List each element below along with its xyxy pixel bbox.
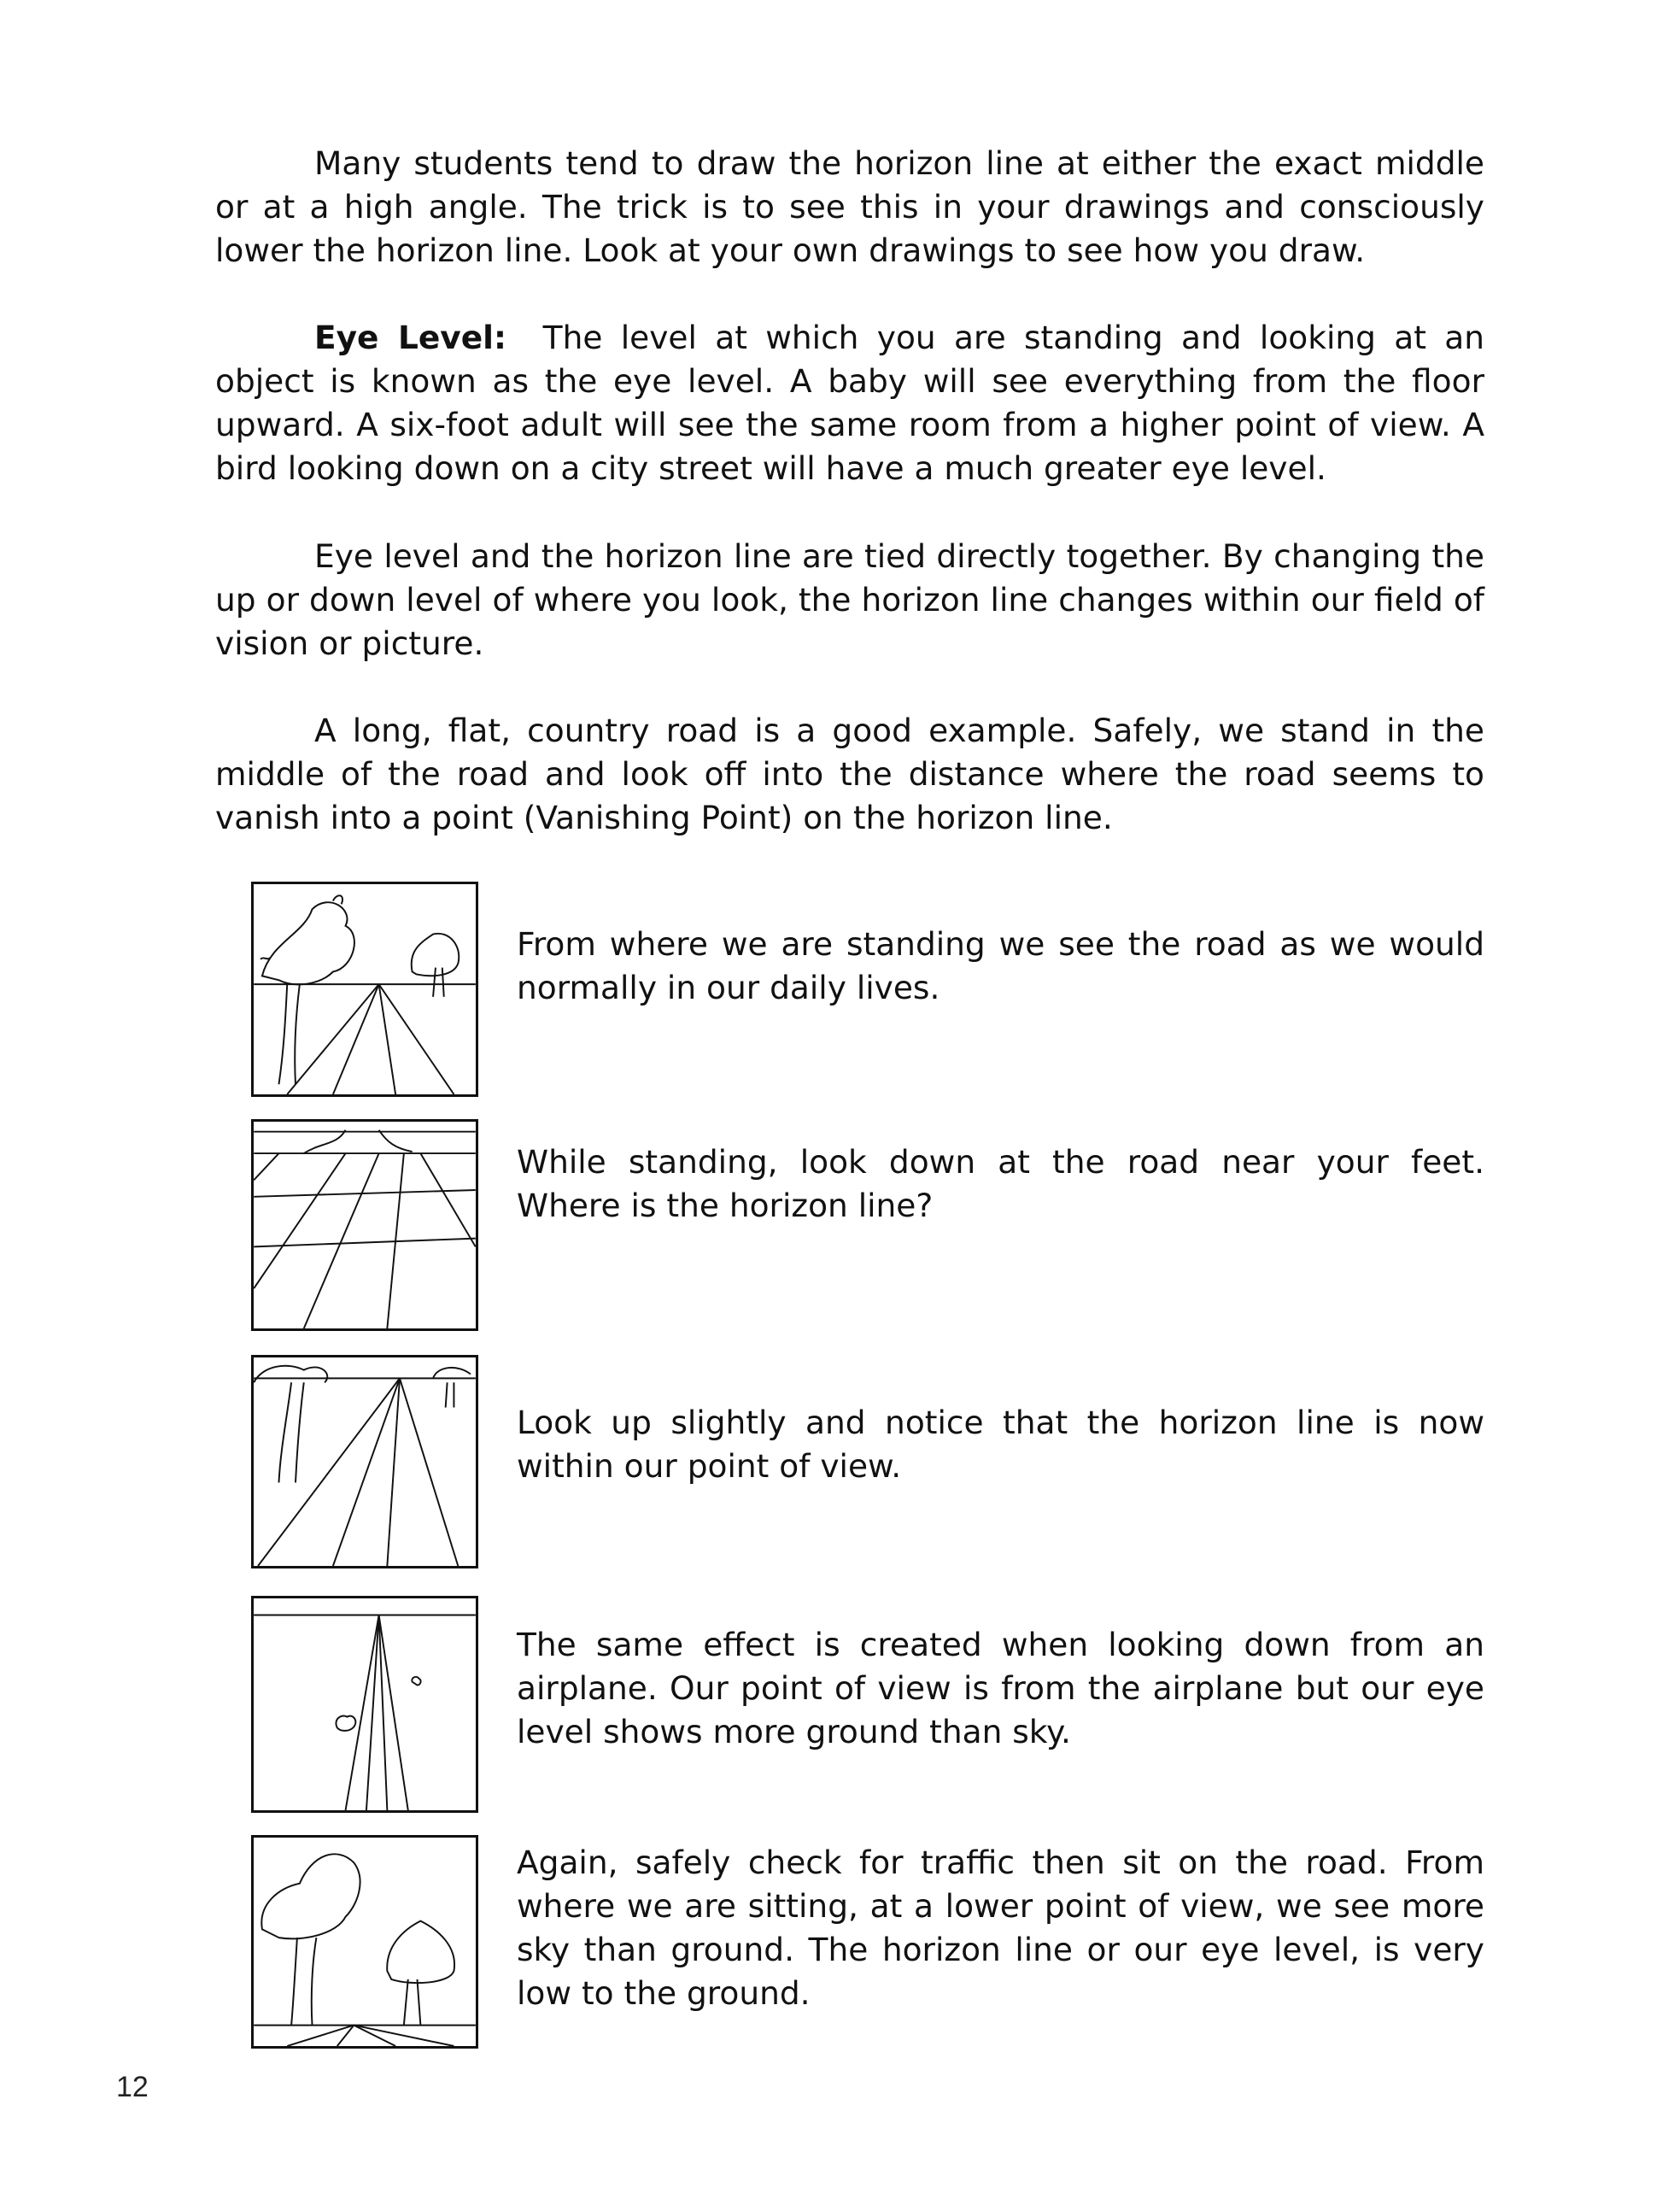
eye-level-definition: The level at which you are standing and looking at an object is known as the eye level. A baby will see everything from the floor upward. A six-foot adult will see the same room from a higher point of view. A bird looking down on a city street will have a much greater eye level. — [215, 319, 1484, 487]
paragraph-eye-level-horizon: Eye level and the horizon line are tied directly together. By changing the up or down level of where you look, the horizon line changes within our field of vision or picture. — [215, 537, 1484, 662]
illustration-standing-view — [251, 882, 478, 1097]
paragraph-country-road: A long, flat, country road is a good example. Safely, we stand in the middle of the road and look off into the distance where the road seems to vanish into a point (Vanishing Point) on the horizon line. — [215, 712, 1484, 836]
caption-looking-down: While standing, look down at the road near your feet. Where is the horizon line? — [517, 1143, 1484, 1224]
caption-airplane-view: The same effect is created when looking down from an airplane. Our point of view is from the airplane but our eye level shows more ground than sky. — [517, 1626, 1484, 1750]
caption-sitting-view: Again, safely check for traffic then sit on the road. From where we are sitting, at a lower point of view, we see more sky than ground. The horizon line or our eye level, is very low to the ground. — [517, 1844, 1484, 2012]
caption-looking-up: Look up slightly and notice that the horizon line is now within our point of view. — [517, 1404, 1484, 1485]
eye-level-term: Eye Level: — [314, 319, 507, 356]
illustration-looking-up — [251, 1355, 478, 1568]
page-number: 12 — [116, 2071, 149, 2103]
paragraph-horizon-placement: Many students tend to draw the horizon line at either the exact middle or at a high angle. The trick is to see this in your drawings and consciously lower the horizon line. Look at your own drawings to see how you draw. — [215, 144, 1484, 269]
paragraph-eye-level — [215, 316, 1484, 490]
illustration-sitting-view — [251, 1835, 478, 2049]
illustration-looking-down — [251, 1119, 478, 1331]
caption-standing-view: From where we are standing we see the road as we would normally in our daily lives. — [517, 925, 1484, 1006]
illustration-airplane-view — [251, 1596, 478, 1813]
